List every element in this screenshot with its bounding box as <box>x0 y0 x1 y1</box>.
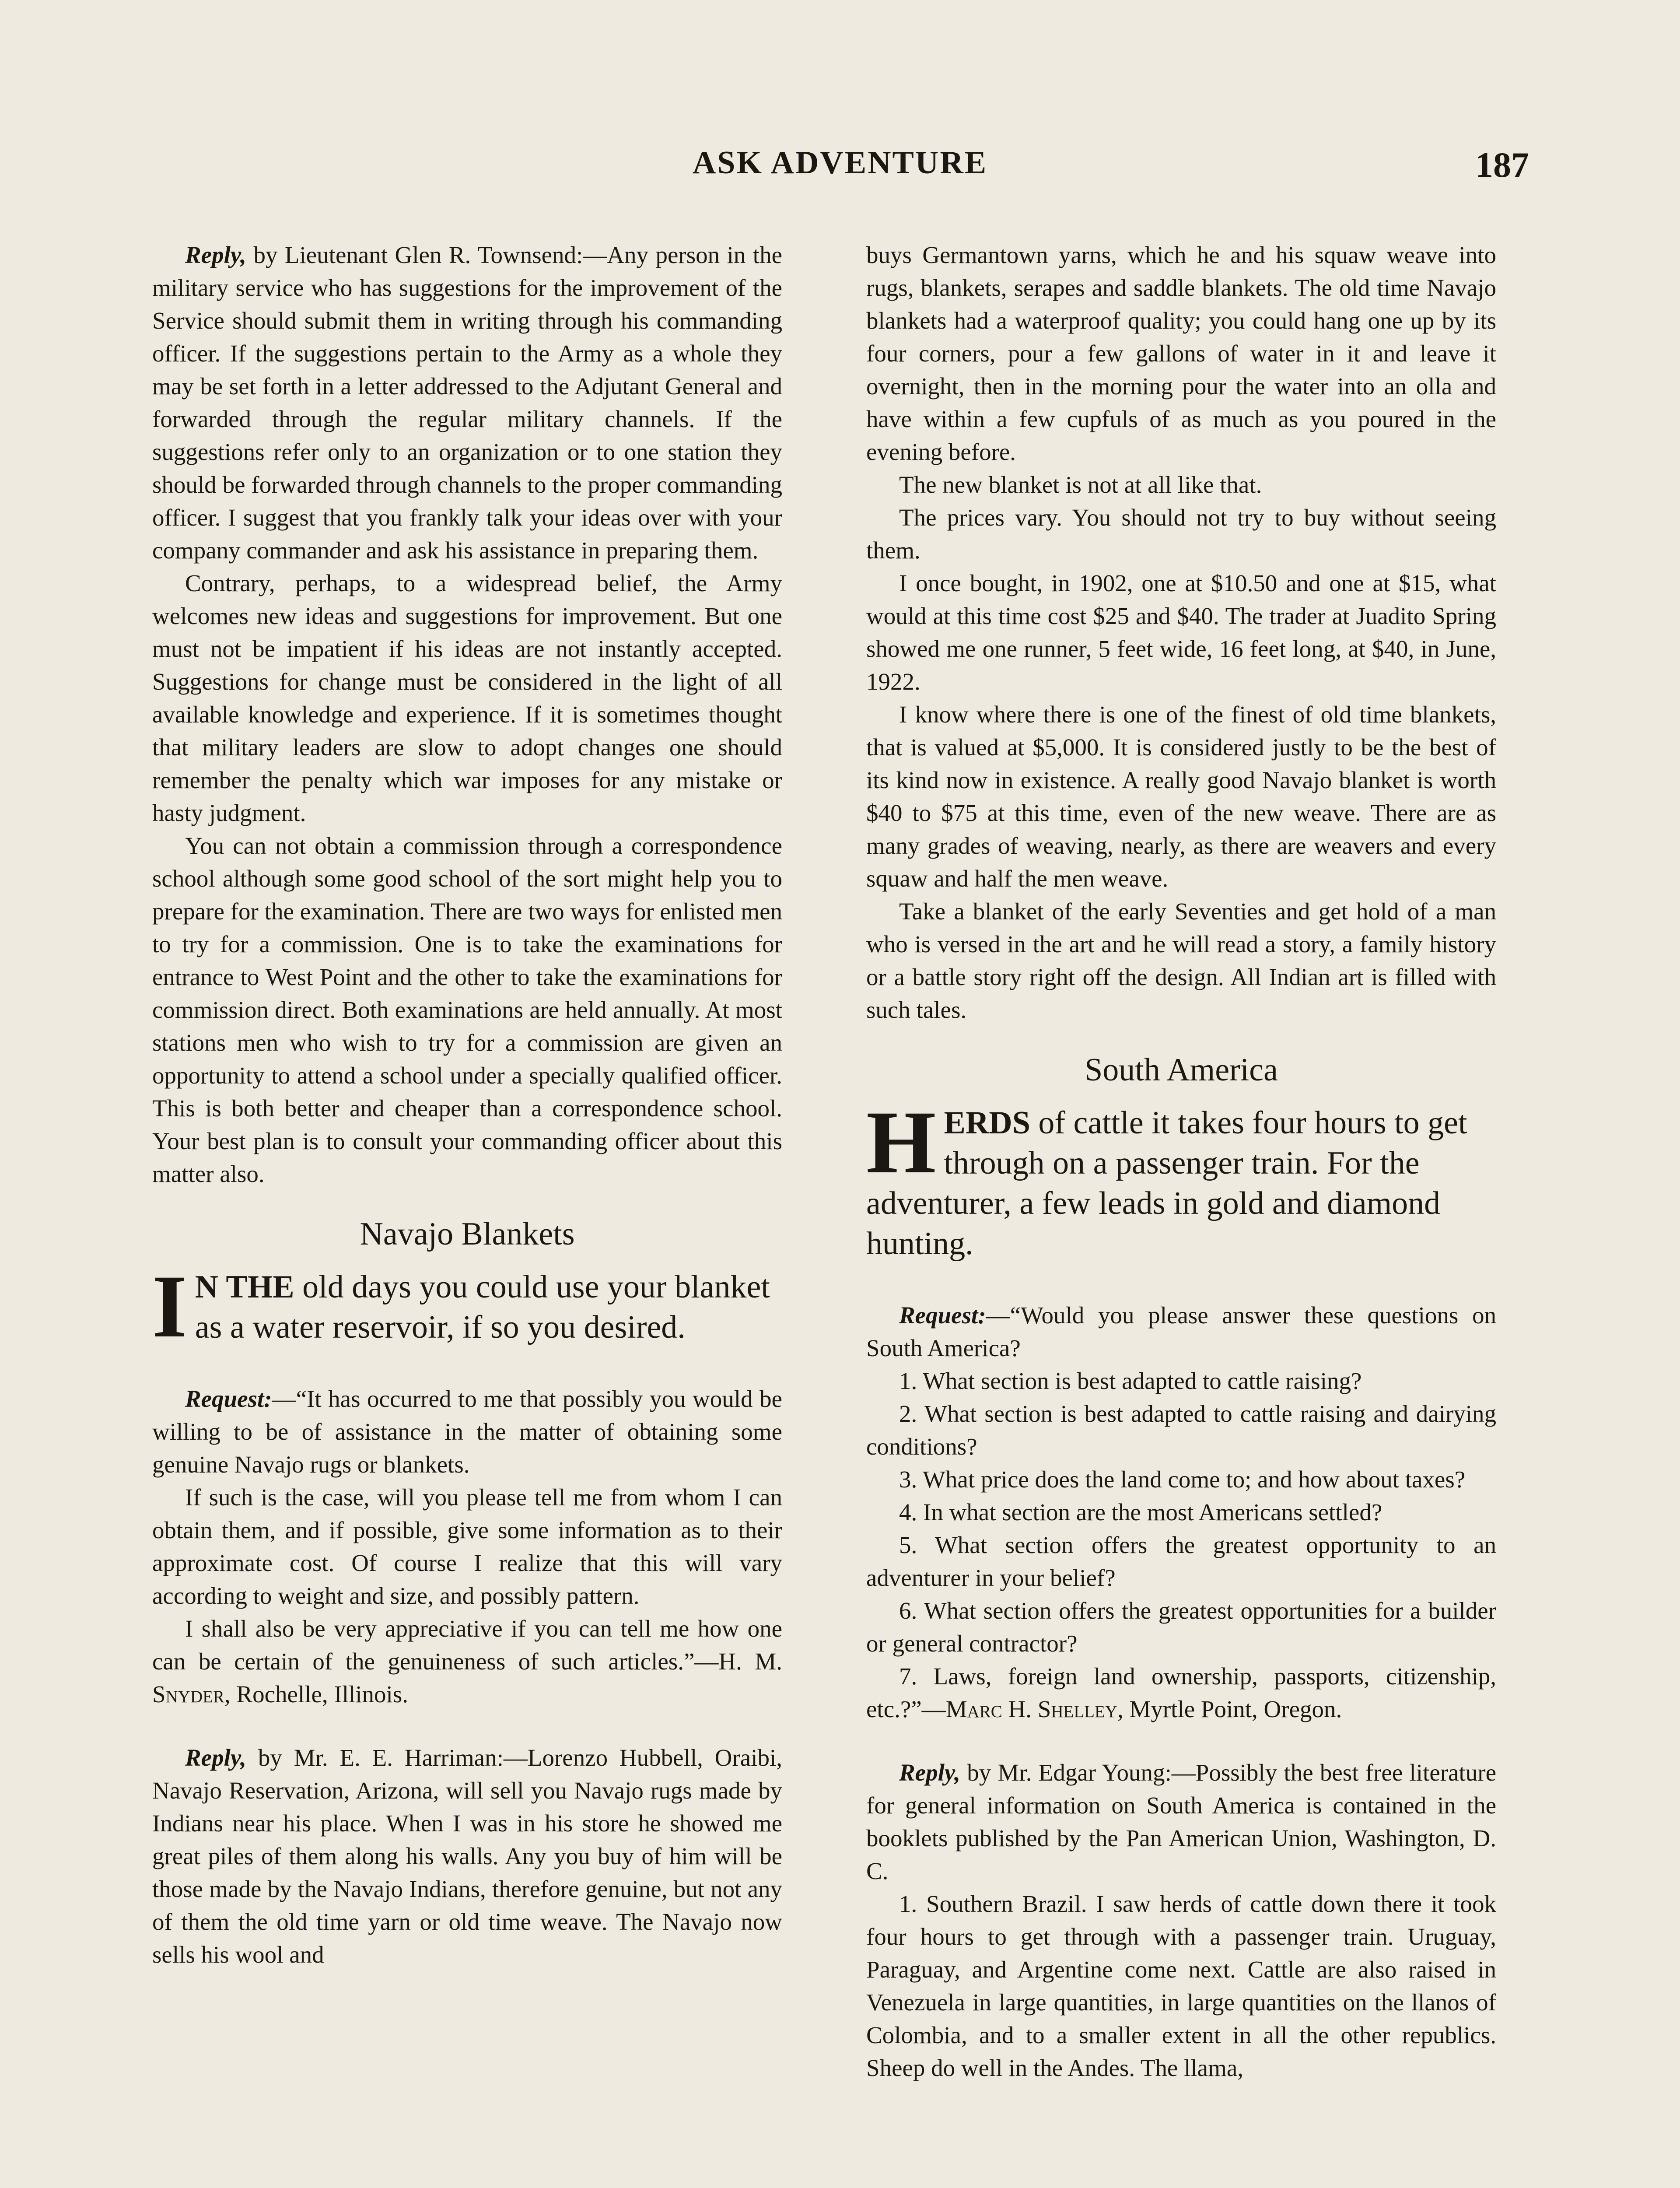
reply-townsend <box>152 238 782 567</box>
request-text: —“It has occurred to me that possibly you would be willing to be of assistance in the matter of obtaining some genuine Navajo rugs or blankets. <box>152 1385 782 1478</box>
request-lead: Request: <box>899 1302 986 1329</box>
reply-lead: Reply, <box>185 1744 246 1771</box>
reply-text: by Lieutenant Glen R. Townsend:—Any person in the military service who has suggestions for the improvement of the Service should submit them in writing through his commanding officer. If the suggestions pertain to the Army as a whole they may be set forth in a letter addressed to the Adjutant General and forwarded through the regular military channels. If the suggestions refer only to an organization or to one station they should be forwarded through channels to the proper commanding officer. I suggest that you frankly talk your ideas over with your company commander and ask his assistance in preparing them. <box>152 242 782 564</box>
drop-cap: H <box>866 1093 936 1192</box>
section-title-south-america: South America <box>1085 1052 1278 1088</box>
paragraph: The prices vary. You should not try to buy without seeing them. <box>866 504 1496 564</box>
reply-young <box>866 1756 1496 1887</box>
reply-lead: Reply, <box>185 242 246 268</box>
question-item: 1. What section is best adapted to cattle raising? <box>899 1368 1362 1394</box>
reply-text: by Mr. Edgar Young:—Possibly the best free literature for general information on South America is contained in the booklets published by the Pan American Union, Washington, D. C. <box>866 1759 1496 1884</box>
right-column <box>866 238 1496 2084</box>
section-title-navajo: Navajo Blankets <box>360 1216 575 1252</box>
reply-lead: Reply, <box>899 1759 960 1786</box>
question-text: 7. Laws, foreign land ownership, passports, citizenship, etc.?”— <box>866 1663 1496 1722</box>
author-name: Marc H. Shelley <box>945 1696 1117 1722</box>
intro-text: of cattle it takes four hours to get through on a passenger train. For the adventurer, a few leads in gold and diamond hunting. <box>866 1105 1467 1262</box>
question-item: 6. What section offers the greatest opportunities for a builder or general contractor? <box>866 1597 1496 1657</box>
section-intro-south-america <box>866 1093 1496 1264</box>
question-item: 5. What section offers the greatest opportunity to an adventurer in your belief? <box>866 1532 1496 1591</box>
paragraph-continued: buys Germantown yarns, which he and his squaw weave into rugs, blankets, serapes and saddle blankets. The old time Navajo blankets had a waterproof quality; you could hang one up by its four corners, pour a few gallons of water in it and leave it overnight, then in the morning pour the water into an olla and have within a few cupfuls of as much as you poured in the evening before. <box>866 242 1496 465</box>
left-column <box>152 238 782 1971</box>
reply-harriman <box>152 1741 782 1971</box>
request-lead: Request: <box>185 1385 272 1412</box>
request-text: I shall also be very appreciative if you can tell me how one can be certain of the genuineness of such articles.”—H. M. <box>152 1615 782 1675</box>
section-intro-navajo <box>152 1257 782 1356</box>
request-text: —“Would you please answer these questions on South America? <box>866 1302 1496 1361</box>
paragraph: 1. Southern Brazil. I saw herds of cattle down there it took four hours to get through with a passenger train. Uruguay, Paraguay, and Argentine come next. Cattle are also raised in Venezuela in large quantities, in large quantities on the llanos of Colombia, and to a smaller extent in all the other republics. Sheep do well in the Andes. The llama, <box>866 1890 1496 2081</box>
paragraph: I once bought, in 1902, one at $10.50 and one at $15, what would at this time cost $25 and $40. The trader at Juadito Spring showed me one runner, 5 feet wide, 16 feet long, at $40, in June, 1922. <box>866 570 1496 695</box>
drop-cap: I <box>152 1257 187 1356</box>
intro-text: old days you could use your blanket as a water reservoir, if so you desired. <box>195 1269 770 1345</box>
intro-first-words: N THE <box>195 1269 294 1305</box>
paragraph: The new blanket is not at all like that. <box>899 471 1262 498</box>
question-item: 4. In what section are the most Americans settled? <box>899 1499 1382 1525</box>
author-place: , Myrtle Point, Oregon. <box>1117 1696 1342 1722</box>
running-head: ASK ADVENTURE <box>692 145 988 181</box>
question-item <box>866 1660 1496 1725</box>
request-signature-paragraph <box>152 1612 782 1711</box>
paragraph: I know where there is one of the finest of old time blankets, that is valued at $5,000. It is considered justly to be the best of its kind now in existence. A really good Navajo blanket is worth $40 to $75 at this time, even of the new weave. There are as many grades of weaving, nearly, as there are weavers and every squaw and half the men weave. <box>866 701 1496 892</box>
page-number: 187 <box>1475 145 1529 185</box>
intro-first-words: ERDS <box>944 1105 1030 1141</box>
page-header <box>0 144 1680 201</box>
reply-text: by Mr. E. E. Harriman:—Lorenzo Hubbell, Oraibi, Navajo Reservation, Arizona, will sell you Navajo rugs made by Indians near his place. When I was in his store he showed me great piles of them along his walls. Any you buy of him will be those made by the Navajo Indians, therefore genuine, but not any of them the old time yarn or old time weave. The Navajo now sells his wool and <box>152 1744 782 1968</box>
paragraph: Contrary, perhaps, to a widespread belief, the Army welcomes new ideas and suggestions for improvement. But one must not be impatient if his ideas are not instantly accepted. Suggestions for change must be considered in the light of all available knowledge and experience. If it is sometimes thought that military leaders are slow to adopt changes one should remember the penalty which war imposes for any mistake or hasty judgment. <box>152 570 782 826</box>
paragraph: Take a blanket of the early Seventies and get hold of a man who is versed in the art and he will read a story, a family history or a battle story right off the design. All Indian art is filled with such tales. <box>866 898 1496 1023</box>
question-item: 3. What price does the land come to; and how about taxes? <box>899 1466 1466 1493</box>
request-snyder <box>152 1382 782 1481</box>
paragraph: You can not obtain a commission through a correspondence school although some good school of the sort might help you to prepare for the examination. There are two ways for enlisted men to try for a commission. One is to take the examinations for entrance to West Point and the other to take the examinations for commission direct. Both examinations are held annually. At most stations men who wish to try for a commission are given an opportunity to attend a school under a specially qualified officer. This is both better and cheaper than a correspondence school. Your best plan is to consult your commanding officer about this matter also. <box>152 832 782 1187</box>
author-place: , Rochelle, Illinois. <box>224 1681 408 1708</box>
request-shelley <box>866 1299 1496 1364</box>
question-item: 2. What section is best adapted to cattle raising and dairying conditions? <box>866 1400 1496 1460</box>
author-name: Snyder <box>152 1681 224 1708</box>
paragraph: If such is the case, will you please tell me from whom I can obtain them, and if possible, give some information as to their approximate cost. Of course I realize that this will vary according to weight and size, and possibly pattern. <box>152 1484 782 1609</box>
